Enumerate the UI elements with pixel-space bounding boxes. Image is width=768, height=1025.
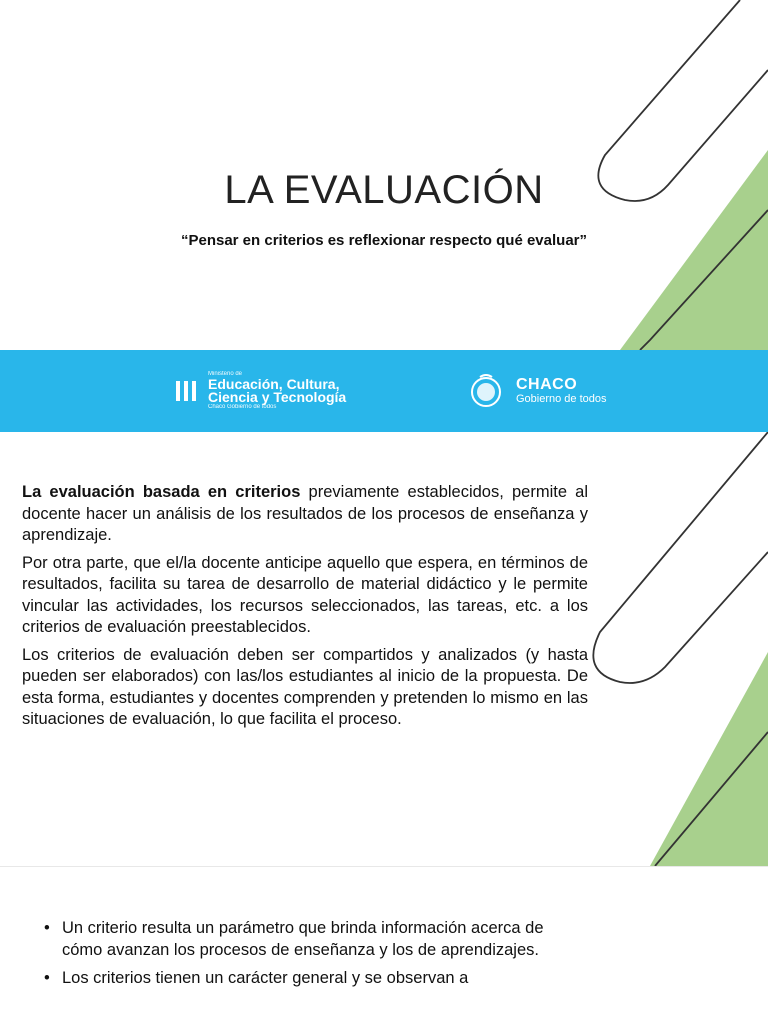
bullet-icon: • <box>44 969 50 987</box>
list-item <box>44 967 584 989</box>
paragraph-1-text: previamente establecidos, permite al docente hacer un análisis de los resultados de los procesos de enseñanza y aprendizaje. <box>22 483 588 544</box>
ministry-label: Ministerio de <box>208 371 243 377</box>
province-seal-icon <box>468 373 504 409</box>
paragraph-1-bold: La evaluación basada en criterios <box>22 483 301 501</box>
ministry-name-line1: Educación, Cultura, <box>208 376 340 392</box>
diagonal-line-1 <box>593 432 768 683</box>
slide-title: LA EVALUACIÓN <box>224 168 544 212</box>
gov-tagline: Gobierno de todos <box>516 392 607 405</box>
paragraph-2: Por otra parte, que el/la docente anticipe aquello que espera, en términos de resultados, facilita su tarea de desarrollo de material didáctico y le permite vincular las actividades, los recursos seleccionados, las tareas, etc. a los criterios de evaluación preestablecidos. <box>22 553 588 636</box>
bullet-list <box>44 917 584 995</box>
slide-subtitle: “Pensar en criterios es reflexionar respecto qué evaluar” <box>180 232 588 249</box>
bullet-text: Un criterio resulta un parámetro que brinda información acerca de cómo avanzan los procesos de enseñanza y los de aprendizajes. <box>62 919 544 959</box>
ministry-bars-icon <box>176 381 196 401</box>
gov-name: CHACO <box>516 375 578 393</box>
bullet-icon: • <box>44 919 50 937</box>
bullet-text: Los criterios tienen un carácter general y se observan a <box>62 969 469 987</box>
ministry-tagline: Chaco Gobierno de todos <box>208 404 277 410</box>
slide-body <box>22 482 588 737</box>
bullets-slide <box>0 866 768 1025</box>
ministry-logo <box>176 368 346 414</box>
title-slide <box>0 0 768 350</box>
paragraph-1 <box>22 482 588 547</box>
list-item <box>44 917 584 961</box>
green-stripe-shape <box>650 652 768 866</box>
ministry-banner <box>0 350 768 432</box>
ministry-name-line2: Ciencia y Tecnología <box>208 389 347 405</box>
content-slide <box>0 432 768 866</box>
chaco-logo <box>468 368 607 414</box>
paragraph-3: Los criterios de evaluación deben ser compartidos y analizados (y hasta pueden ser elaborados) con las/los estudiantes al inicio de la propuesta. De esta forma, estudiantes y docentes comprenden y pretenden lo mismo en las situaciones de evaluación, lo que facilita el proceso. <box>22 645 588 728</box>
